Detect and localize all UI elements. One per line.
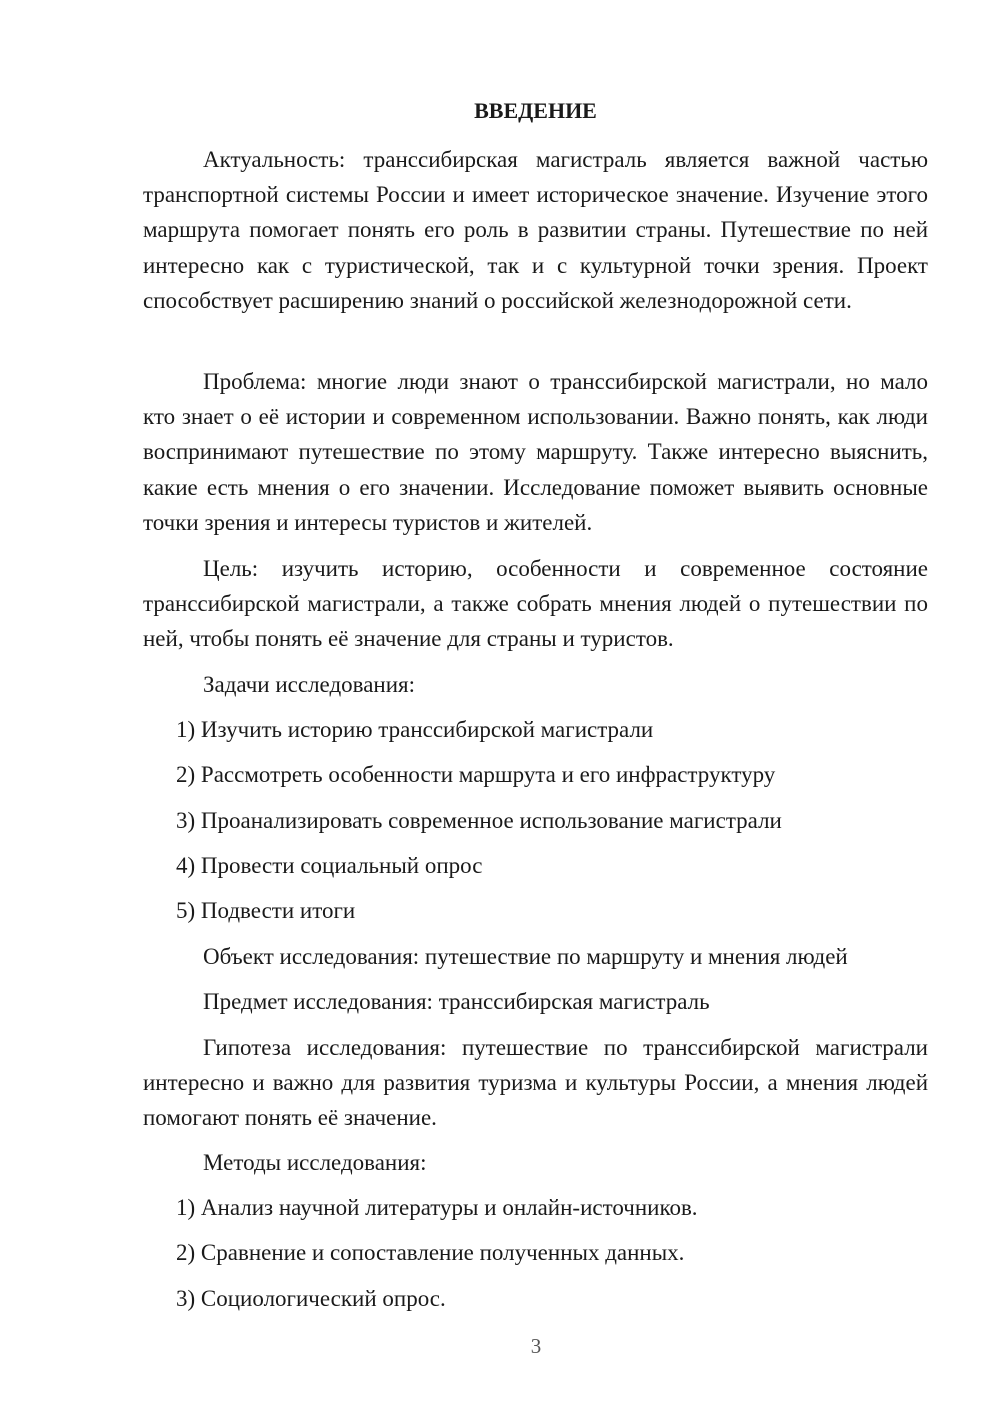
method-item: 3) Социологический опрос.: [176, 1286, 446, 1311]
hypothesis-paragraph: Гипотеза исследования: путешествие по транссибирской магистрали интересно и важно для развития туризма и культуры России, а мнения людей помогают понять её значение.: [143, 1035, 928, 1131]
task-item: 2) Рассмотреть особенности маршрута и его инфраструктуру: [176, 762, 776, 787]
task-item: 5) Подвести итоги: [176, 898, 356, 923]
subject-line: Предмет исследования: транссибирская магистраль: [203, 989, 710, 1014]
method-item: 2) Сравнение и сопоставление полученных данных.: [176, 1240, 685, 1265]
goal-paragraph: Цель: изучить историю, особенности и современное состояние транссибирской магистрали, а также собрать мнения людей о путешествии по ней, чтобы понять её значение для страны и туристов.: [143, 556, 928, 652]
tasks-heading: Задачи исследования:: [203, 672, 416, 697]
problem-paragraph: Проблема: многие люди знают о транссибирской магистрали, но мало кто знает о её истории и современном использовании. Важно понять, как люди воспринимают путешествие по этому маршруту. Также интересно выяснить, какие есть мнения о его значении. Исследование поможет выявить основные точки зрения и интересы туристов и жителей.: [143, 369, 928, 535]
object-line: Объект исследования: путешествие по маршруту и мнения людей: [203, 944, 848, 969]
task-item: 4) Провести социальный опрос: [176, 853, 483, 878]
page-title: ВВЕДЕНИЕ: [474, 98, 597, 123]
task-item: 1) Изучить историю транссибирской магистрали: [176, 717, 654, 742]
task-item: 3) Проанализировать современное использование магистрали: [176, 808, 782, 833]
relevance-paragraph: Актуальность: транссибирская магистраль является важной частью транспортной системы России и имеет историческое значение. Изучение этого маршрута помогает понять его роль в развитии страны. Путешествие по ней интересно как с туристической, так и с культурной точки зрения. Проект способствует расширению знаний о российской железнодорожной сети.: [143, 147, 928, 313]
page-number: 3: [530, 1334, 542, 1358]
methods-heading: Методы исследования:: [203, 1150, 427, 1175]
method-item: 1) Анализ научной литературы и онлайн-источников.: [176, 1195, 698, 1220]
